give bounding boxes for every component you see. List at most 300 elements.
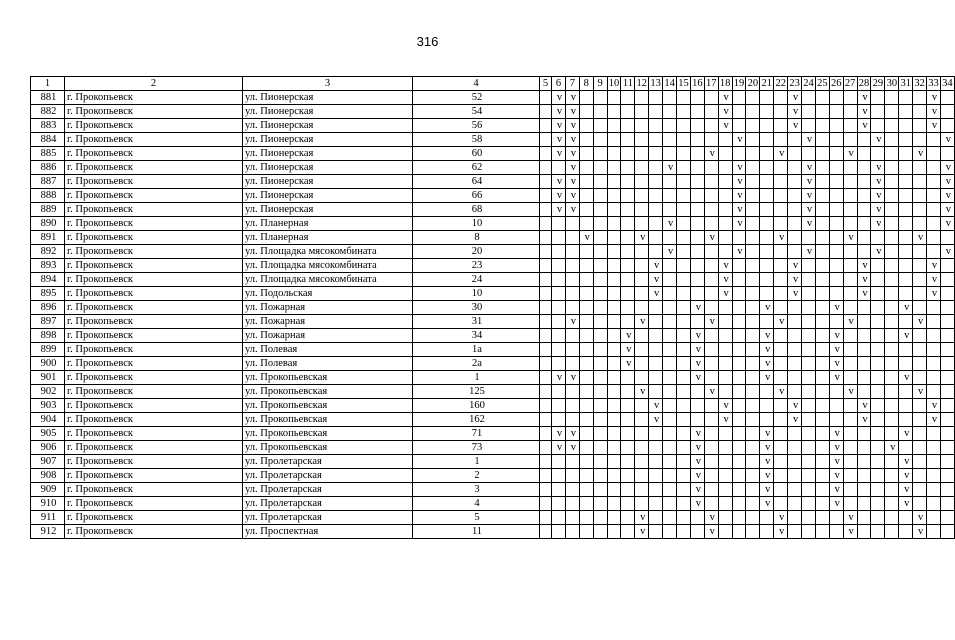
empty-cell [677,217,691,231]
empty-cell [649,483,663,497]
empty-cell [829,105,843,119]
empty-cell [732,511,746,525]
empty-cell [677,371,691,385]
empty-cell [871,483,885,497]
check-mark: v [829,469,843,483]
empty-cell [593,483,607,497]
empty-cell [677,161,691,175]
empty-cell [913,189,927,203]
empty-cell [607,119,621,133]
check-mark: v [552,175,566,189]
empty-cell [788,455,802,469]
check-mark: v [899,301,913,315]
empty-cell [843,105,857,119]
empty-cell [802,315,816,329]
empty-cell [871,287,885,301]
empty-cell [732,105,746,119]
empty-cell [774,441,788,455]
empty-cell [677,189,691,203]
check-mark: v [788,259,802,273]
empty-cell [788,189,802,203]
empty-cell [677,483,691,497]
empty-cell [927,343,941,357]
empty-cell [579,301,593,315]
empty-cell [677,301,691,315]
empty-cell [593,315,607,329]
row-number: 903 [31,399,65,413]
empty-cell [704,175,718,189]
empty-cell [857,343,871,357]
empty-cell [746,133,760,147]
empty-cell [565,259,579,273]
street-cell: ул. Проспектная [243,525,413,539]
empty-cell [635,273,649,287]
empty-cell [579,91,593,105]
empty-cell [788,231,802,245]
empty-cell [540,301,552,315]
empty-cell [857,427,871,441]
check-mark: v [913,231,927,245]
street-cell: ул. Пионерская [243,91,413,105]
empty-cell [677,497,691,511]
empty-cell [913,399,927,413]
column-header-1: 1 [31,77,65,91]
empty-cell [690,273,704,287]
empty-cell [927,483,941,497]
empty-cell [871,259,885,273]
street-cell: ул. Пожарная [243,329,413,343]
empty-cell [843,427,857,441]
check-mark: v [899,469,913,483]
check-mark: v [565,427,579,441]
empty-cell [774,259,788,273]
check-mark: v [913,385,927,399]
empty-cell [871,441,885,455]
empty-cell [802,329,816,343]
empty-cell [635,329,649,343]
empty-cell [802,469,816,483]
check-mark: v [552,203,566,217]
street-cell: ул. Пионерская [243,147,413,161]
empty-cell [940,119,954,133]
check-mark: v [552,147,566,161]
empty-cell [815,161,829,175]
empty-cell [579,483,593,497]
check-mark: v [829,329,843,343]
check-mark: v [718,105,732,119]
check-mark: v [885,441,899,455]
empty-cell [677,441,691,455]
empty-cell [927,441,941,455]
empty-cell [871,301,885,315]
row-number: 897 [31,315,65,329]
empty-cell [593,105,607,119]
check-mark: v [718,413,732,427]
empty-cell [690,189,704,203]
empty-cell [843,497,857,511]
empty-cell [774,175,788,189]
empty-cell [815,511,829,525]
empty-cell [913,427,927,441]
empty-cell [540,413,552,427]
table-row [31,315,955,329]
empty-cell [621,147,635,161]
empty-cell [871,511,885,525]
empty-cell [732,315,746,329]
empty-cell [540,497,552,511]
row-number: 883 [31,119,65,133]
check-mark: v [649,399,663,413]
house-number-cell: 160 [413,399,540,413]
check-mark: v [829,371,843,385]
row-number: 901 [31,371,65,385]
empty-cell [663,329,677,343]
empty-cell [940,511,954,525]
empty-cell [732,525,746,539]
empty-cell [663,273,677,287]
empty-cell [940,329,954,343]
empty-cell [540,343,552,357]
empty-cell [593,203,607,217]
empty-cell [649,231,663,245]
empty-cell [927,231,941,245]
check-mark: v [760,427,774,441]
empty-cell [927,455,941,469]
row-number: 908 [31,469,65,483]
check-mark: v [690,483,704,497]
empty-cell [913,203,927,217]
empty-cell [677,413,691,427]
check-mark: v [690,371,704,385]
empty-cell [718,497,732,511]
empty-cell [746,175,760,189]
empty-cell [635,301,649,315]
empty-cell [774,413,788,427]
house-number-cell: 62 [413,161,540,175]
city-cell: г. Прокопьевск [65,329,243,343]
empty-cell [649,469,663,483]
city-cell: г. Прокопьевск [65,371,243,385]
empty-cell [718,357,732,371]
empty-cell [746,441,760,455]
empty-cell [885,259,899,273]
empty-cell [579,119,593,133]
row-number: 884 [31,133,65,147]
empty-cell [815,217,829,231]
empty-cell [927,147,941,161]
empty-cell [857,511,871,525]
empty-cell [760,189,774,203]
empty-cell [621,189,635,203]
empty-cell [635,217,649,231]
empty-cell [621,91,635,105]
check-mark: v [760,469,774,483]
house-number-cell: 54 [413,105,540,119]
empty-cell [774,483,788,497]
column-header-6: 6 [552,77,566,91]
empty-cell [677,385,691,399]
empty-cell [746,343,760,357]
empty-cell [579,329,593,343]
empty-cell [802,385,816,399]
empty-cell [885,231,899,245]
column-header-11: 11 [622,78,633,89]
empty-cell [663,525,677,539]
empty-cell [565,525,579,539]
empty-cell [621,245,635,259]
empty-cell [732,329,746,343]
check-mark: v [802,175,816,189]
empty-cell [871,273,885,287]
empty-cell [718,175,732,189]
city-cell: г. Прокопьевск [65,455,243,469]
check-mark: v [940,189,954,203]
empty-cell [843,469,857,483]
empty-cell [940,455,954,469]
empty-cell [635,357,649,371]
empty-cell [663,231,677,245]
empty-cell [857,217,871,231]
house-number-cell: 52 [413,91,540,105]
empty-cell [540,511,552,525]
empty-cell [540,147,552,161]
street-cell: ул. Пионерская [243,175,413,189]
empty-cell [871,427,885,441]
empty-cell [746,329,760,343]
empty-cell [913,497,927,511]
empty-cell [677,329,691,343]
city-cell: г. Прокопьевск [65,105,243,119]
check-mark: v [690,343,704,357]
empty-cell [552,217,566,231]
check-mark: v [704,525,718,539]
column-header-31: 31 [900,78,911,89]
empty-cell [885,147,899,161]
empty-cell [690,315,704,329]
empty-cell [635,399,649,413]
empty-cell [718,147,732,161]
check-mark: v [718,259,732,273]
column-header-16: 16 [692,78,703,89]
empty-cell [718,483,732,497]
empty-cell [913,455,927,469]
check-mark: v [913,525,927,539]
empty-cell [815,273,829,287]
empty-cell [677,315,691,329]
check-mark: v [718,273,732,287]
empty-cell [927,469,941,483]
row-number: 899 [31,343,65,357]
check-mark: v [843,315,857,329]
empty-cell [746,161,760,175]
check-mark: v [899,497,913,511]
empty-cell [552,511,566,525]
empty-cell [913,301,927,315]
empty-cell [621,455,635,469]
empty-cell [857,301,871,315]
empty-cell [829,413,843,427]
check-mark: v [927,259,941,273]
empty-cell [732,91,746,105]
empty-cell [829,119,843,133]
empty-cell [649,357,663,371]
empty-cell [815,105,829,119]
empty-cell [552,315,566,329]
empty-cell [593,287,607,301]
empty-cell [732,273,746,287]
check-mark: v [663,245,677,259]
empty-cell [843,399,857,413]
street-cell: ул. Пионерская [243,105,413,119]
column-header-33: 33 [928,78,939,89]
empty-cell [663,399,677,413]
empty-cell [732,119,746,133]
empty-cell [565,469,579,483]
empty-cell [732,371,746,385]
empty-cell [565,287,579,301]
empty-cell [663,189,677,203]
street-cell: ул. Пролетарская [243,511,413,525]
check-mark: v [732,161,746,175]
empty-cell [593,469,607,483]
empty-cell [815,455,829,469]
empty-cell [593,525,607,539]
empty-cell [927,175,941,189]
empty-cell [746,91,760,105]
house-number-cell: 1 [413,455,540,469]
empty-cell [718,525,732,539]
empty-cell [843,301,857,315]
empty-cell [885,399,899,413]
empty-cell [815,119,829,133]
street-cell: ул. Площадка мясокомбината [243,245,413,259]
empty-cell [913,175,927,189]
check-mark: v [927,273,941,287]
check-mark: v [565,175,579,189]
empty-cell [788,525,802,539]
empty-cell [802,259,816,273]
empty-cell [690,133,704,147]
empty-cell [802,91,816,105]
empty-cell [774,329,788,343]
check-mark: v [788,105,802,119]
check-mark: v [565,315,579,329]
empty-cell [829,287,843,301]
empty-cell [913,259,927,273]
empty-cell [899,189,913,203]
column-header-13: 13 [650,78,661,89]
table-row [31,525,955,539]
house-number-cell: 125 [413,385,540,399]
check-mark: v [857,105,871,119]
empty-cell [663,147,677,161]
check-mark: v [899,483,913,497]
city-cell: г. Прокопьевск [65,161,243,175]
empty-cell [940,343,954,357]
empty-cell [649,217,663,231]
empty-cell [815,413,829,427]
check-mark: v [704,315,718,329]
empty-cell [857,371,871,385]
check-mark: v [690,455,704,469]
check-mark: v [829,343,843,357]
row-number: 894 [31,273,65,287]
empty-cell [607,525,621,539]
empty-cell [635,91,649,105]
empty-cell [732,441,746,455]
empty-cell [579,413,593,427]
empty-cell [940,525,954,539]
empty-cell [593,259,607,273]
empty-cell [677,175,691,189]
house-number-cell: 10 [413,287,540,301]
city-cell: г. Прокопьевск [65,217,243,231]
empty-cell [746,301,760,315]
empty-cell [704,245,718,259]
empty-cell [635,469,649,483]
street-cell: ул. Площадка мясокомбината [243,259,413,273]
empty-cell [565,301,579,315]
empty-cell [857,469,871,483]
empty-cell [843,357,857,371]
empty-cell [635,119,649,133]
empty-cell [760,399,774,413]
empty-cell [885,469,899,483]
empty-cell [540,441,552,455]
empty-cell [593,301,607,315]
empty-cell [635,413,649,427]
empty-cell [690,175,704,189]
empty-cell [913,133,927,147]
empty-cell [802,413,816,427]
table-row [31,357,955,371]
empty-cell [704,483,718,497]
empty-cell [593,119,607,133]
empty-cell [774,357,788,371]
empty-cell [593,133,607,147]
table-row [31,301,955,315]
empty-cell [649,203,663,217]
house-number-cell: 60 [413,147,540,161]
empty-cell [774,217,788,231]
empty-cell [593,385,607,399]
check-mark: v [843,511,857,525]
empty-cell [746,245,760,259]
empty-cell [540,357,552,371]
empty-cell [843,329,857,343]
empty-cell [843,259,857,273]
empty-cell [788,133,802,147]
empty-cell [552,231,566,245]
empty-cell [621,161,635,175]
house-number-cell: 34 [413,329,540,343]
check-mark: v [704,147,718,161]
empty-cell [677,511,691,525]
empty-cell [718,203,732,217]
house-number-cell: 2 [413,469,540,483]
empty-cell [885,511,899,525]
empty-cell [718,427,732,441]
check-mark: v [663,217,677,231]
empty-cell [565,399,579,413]
empty-cell [607,385,621,399]
empty-cell [885,483,899,497]
empty-cell [788,245,802,259]
empty-cell [899,525,913,539]
empty-cell [540,119,552,133]
empty-cell [565,245,579,259]
empty-cell [899,413,913,427]
